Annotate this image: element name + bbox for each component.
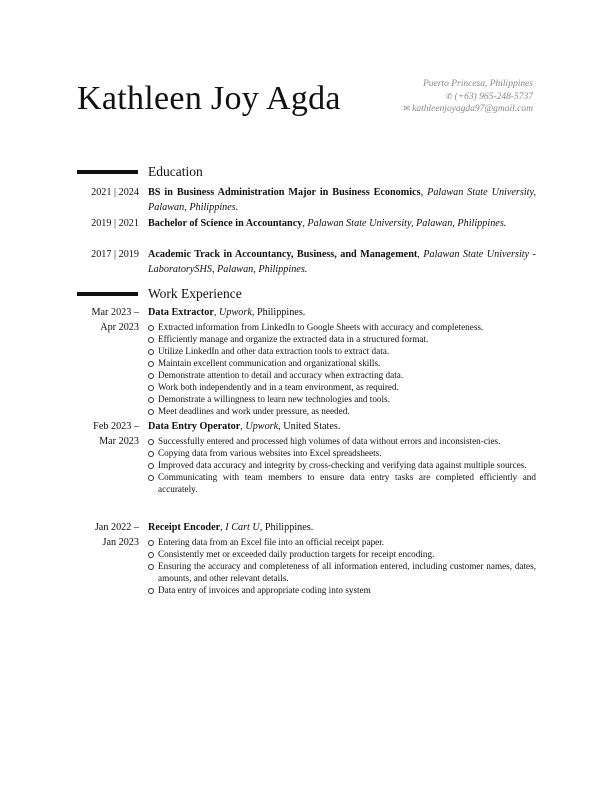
job-role: Receipt Encoder (148, 522, 221, 533)
bullet-item: Consistently met or exceeded daily production targets for receipt encoding. (148, 548, 536, 560)
job-location: , Philippines. (251, 307, 306, 318)
job-header: Data Extractor, Upwork, Philippines. (148, 307, 306, 318)
job-company: Upwork (245, 421, 279, 432)
work-section-bar (77, 292, 138, 296)
bullet-item: Work both independently and in a team environment, as required. (148, 381, 536, 393)
school: Palawan State University - LaboratorySHS, Palawan, Philippines. (148, 249, 536, 275)
bullet-item: Successfully entered and processed high volumes of data without errors and inconsisten-cies. (148, 435, 536, 447)
bullet-item: Maintain excellent communication and organizational skills. (148, 357, 536, 369)
work-heading: Work Experience (148, 286, 242, 301)
job-dates (91, 306, 139, 335)
job-date-end: Apr 2023 (100, 321, 139, 333)
phone-text[interactable]: (+63) 965-248-5737 (454, 91, 533, 102)
bullet-item: Efficiently manage and organize the extracted data in a structured format. (148, 333, 536, 345)
contact-block (403, 78, 533, 116)
job-header: Data Entry Operator, Upwork, United States. (148, 421, 341, 432)
bullet-item: Data entry of invoices and appropriate coding into system (148, 584, 536, 596)
job-location: , Philippines. (259, 522, 314, 533)
education-body (148, 186, 536, 215)
candidate-name: Kathleen Joy Agda (77, 80, 341, 117)
bullet-item: Communicating with team members to ensure data entry tasks are completed efficiently and accurately. (148, 471, 536, 495)
job-body (148, 420, 536, 495)
education-body (148, 248, 536, 277)
job-company: I Cart U (225, 522, 260, 533)
bullet-item: Copying data from various websites into Excel spreadsheets. (148, 447, 536, 459)
bullet-item: Improved data accuracy and integrity by cross-checking and verifying data against multiple sources. (148, 459, 536, 471)
school: Palawan State University, Palawan, Philippines. (307, 218, 507, 229)
separator: , (302, 218, 308, 229)
bullet-item: Utilize LinkedIn and other data extraction tools to extract data. (148, 345, 536, 357)
job-dates (93, 420, 139, 449)
separator: , (417, 249, 424, 260)
job-header: Receipt Encoder, I Cart U, Philippines. (148, 522, 314, 533)
bullet-item: Meet deadlines and work under pressure, as needed. (148, 405, 536, 417)
job-date-end: Jan 2023 (102, 536, 139, 548)
separator: , (420, 187, 428, 198)
education-date: 2017 | 2019 (91, 249, 139, 260)
job-location: , United States. (278, 421, 341, 432)
education-date: 2019 | 2021 (91, 218, 139, 229)
job-company: Upwork (219, 307, 252, 318)
job-date-start: Jan 2022 – (94, 522, 139, 533)
degree: BS in Business Administration Major in Business Economics (148, 187, 421, 198)
job-body (148, 521, 536, 596)
degree: Academic Track in Accountancy, Business, and Management (148, 249, 418, 260)
job-date-start: Feb 2023 – (93, 421, 139, 432)
degree: Bachelor of Science in Accountancy (148, 218, 303, 229)
job-bullets (148, 321, 536, 417)
email-line (403, 103, 533, 116)
job-date-start: Mar 2023 – (91, 307, 139, 318)
email-link[interactable]: kathleenjoyagda97@gmail.com (412, 104, 533, 114)
bullet-item: Demonstrate a willingness to learn new technologies and tools. (148, 393, 536, 405)
job-role: Data Extractor (148, 307, 214, 318)
bullet-item: Demonstrate attention to detail and accuracy when extracting data. (148, 369, 536, 381)
job-bullets (148, 435, 536, 495)
job-role: Data Entry Operator (148, 421, 241, 432)
bullet-item: Extracted information from LinkedIn to Google Sheets with accuracy and completeness. (148, 321, 536, 333)
job-date-end: Mar 2023 (99, 435, 139, 447)
education-section-bar (77, 170, 138, 174)
school: Palawan State University, Palawan, Philippines. (148, 187, 537, 213)
envelope-icon: ✉ (403, 104, 411, 113)
education-body (148, 217, 536, 232)
bullet-item: Ensuring the accuracy and completeness of all information entered, including customer names, dates, amounts, and other relevant details. (148, 560, 536, 584)
phone-icon: ✆ (445, 91, 453, 101)
education-date: 2021 | 2024 (91, 187, 139, 198)
job-dates (95, 521, 139, 550)
phone-line (403, 91, 533, 104)
bullet-item: Entering data from an Excel file into an official receipt paper. (148, 536, 536, 548)
job-bullets (148, 536, 536, 596)
job-body (148, 306, 536, 417)
education-heading: Education (148, 164, 203, 179)
location-text: Puerto Princesa, Philippines (422, 79, 533, 89)
